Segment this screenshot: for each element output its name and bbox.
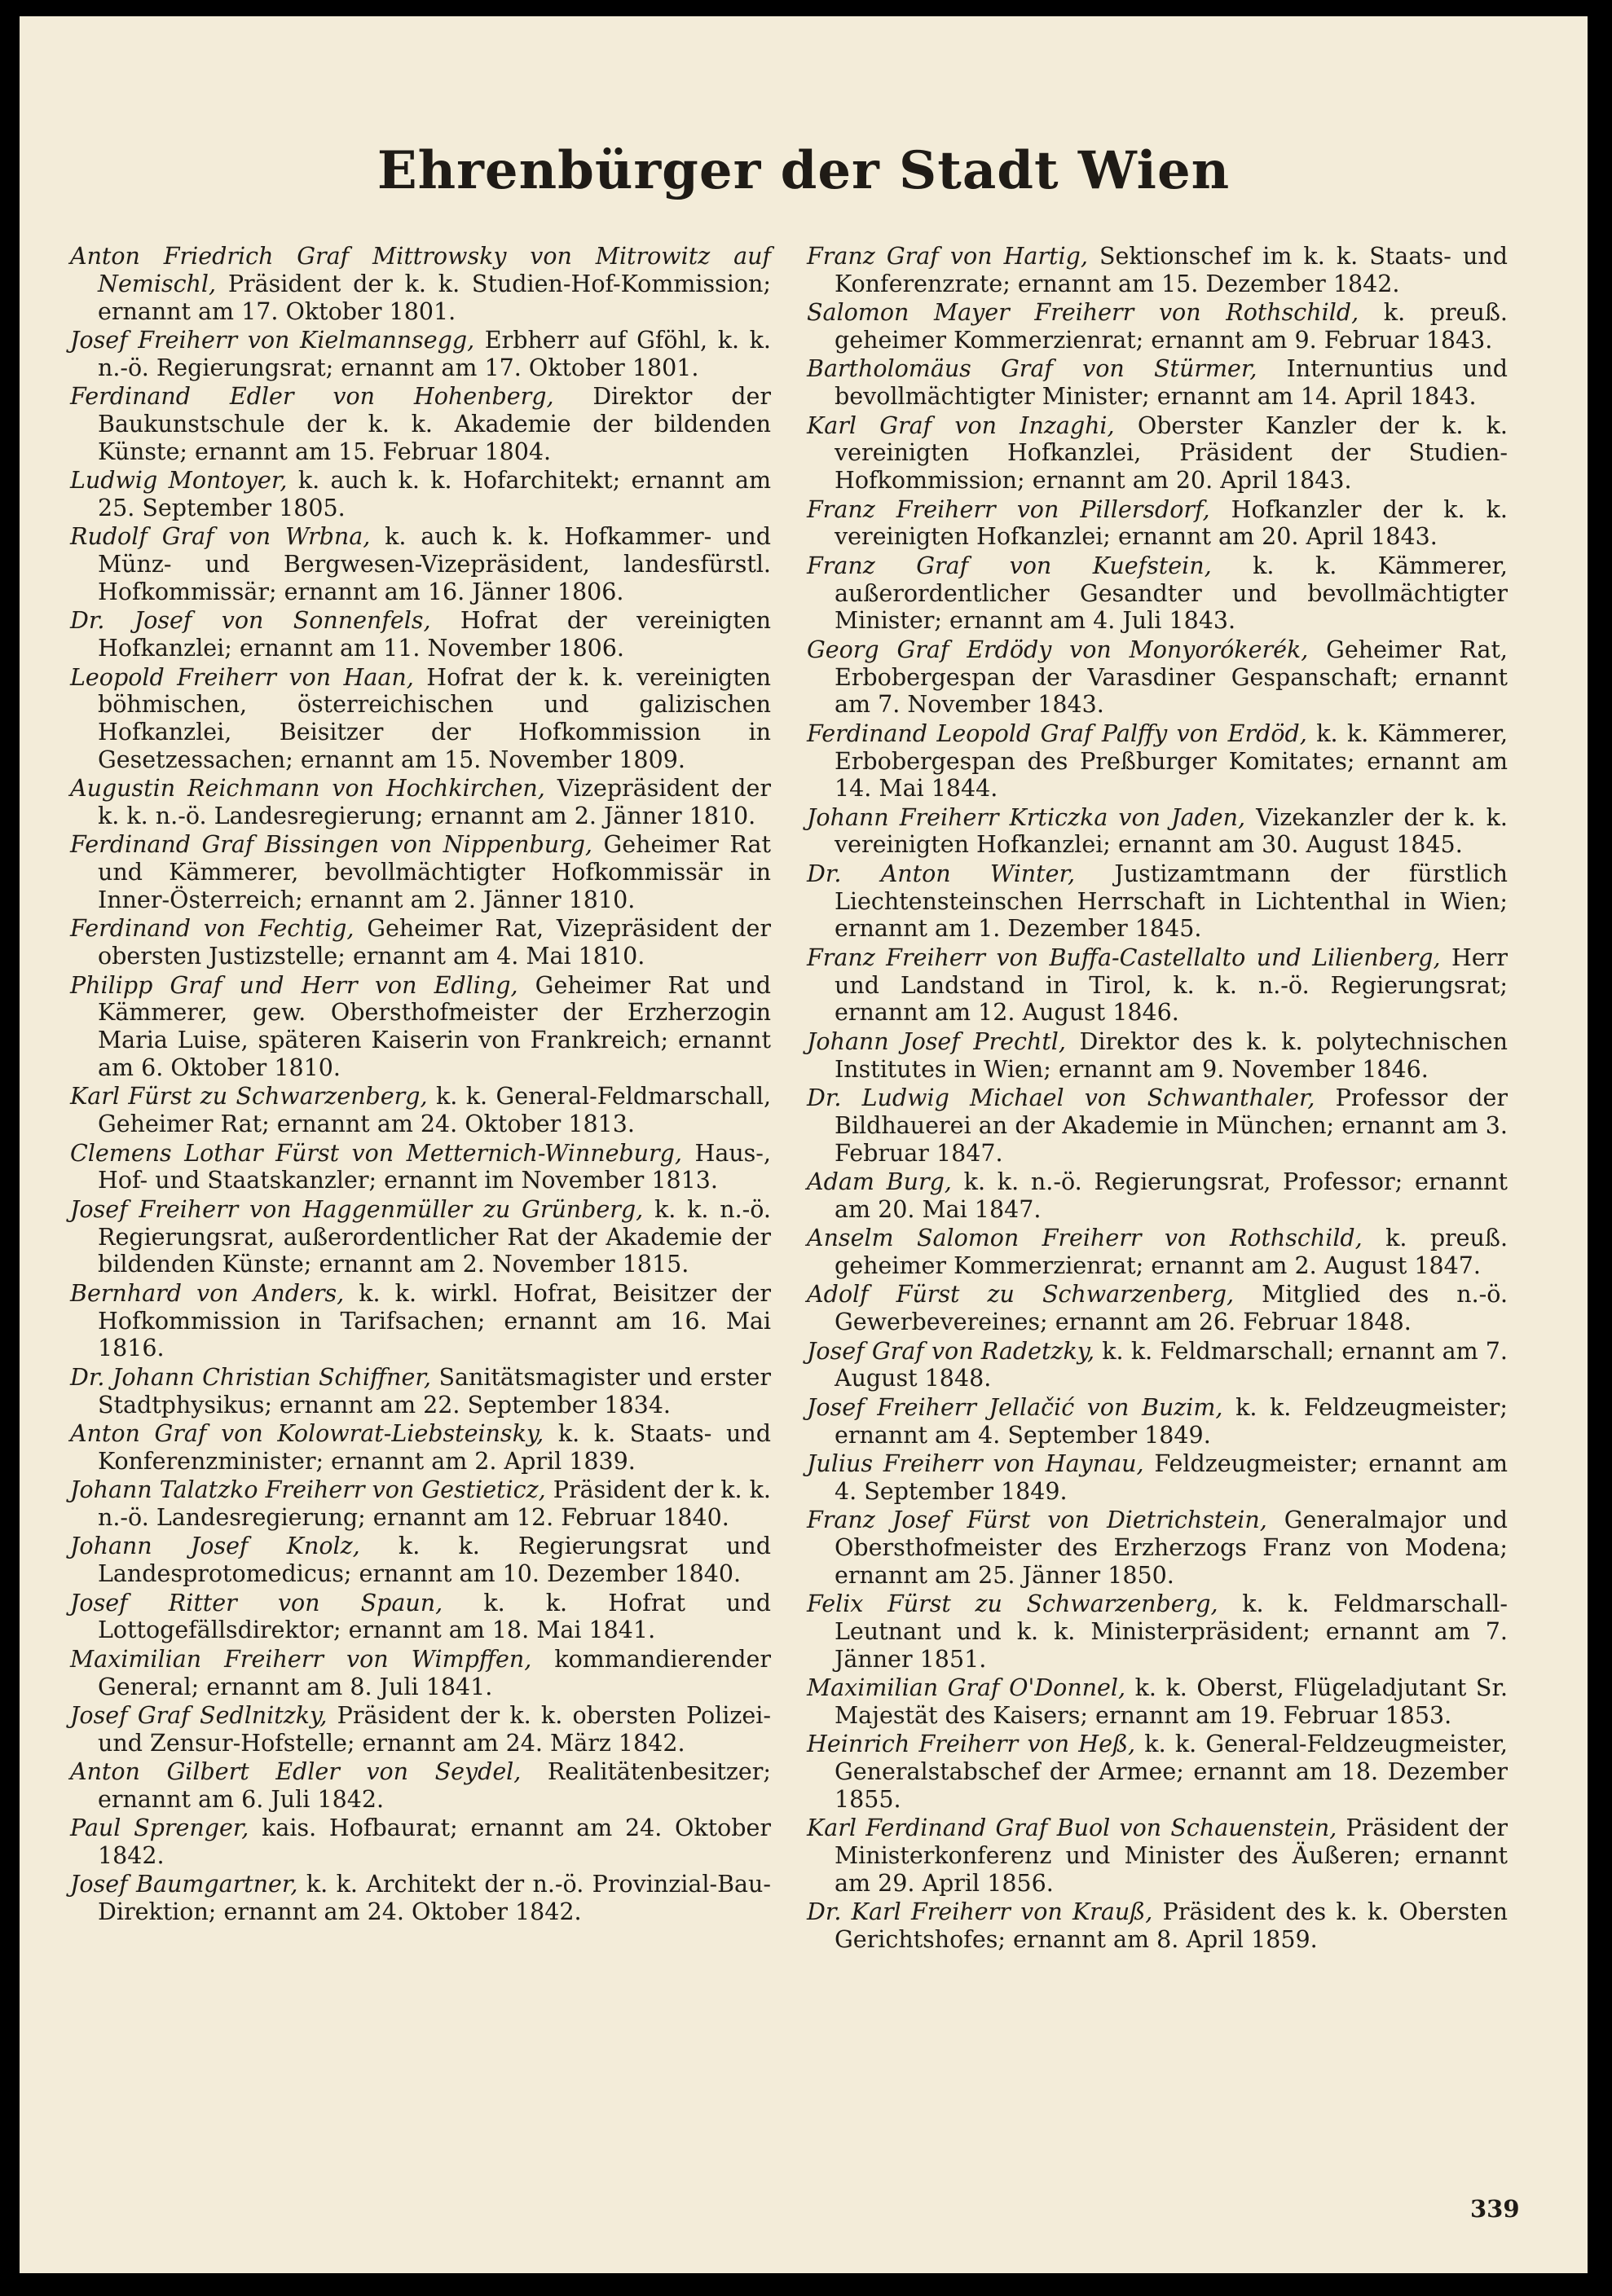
citizen-name: Josef Baumgartner,: [70, 1871, 298, 1898]
citizen-description: Präsident der k. k. Studien-Hof-Kommission; ernannt am 17. Oktober 1801.: [98, 270, 771, 325]
citizen-description: k. k. Kämmerer, außerordentlicher Gesandter und bevollmächtigter Minister; ernannt am 4. Juli 1843.: [835, 552, 1508, 635]
honorary-citizen-entry: [70, 467, 771, 522]
honorary-citizen-entry: [807, 720, 1508, 803]
citizen-name: Ferdinand von Fechtig,: [70, 915, 355, 943]
honorary-citizen-entry: [807, 804, 1508, 860]
honorary-citizen-entry: [807, 860, 1508, 943]
honorary-citizen-entry: [807, 1338, 1508, 1393]
citizen-description: k. auch k. k. Hofarchitekt; ernannt am 25. September 1805.: [98, 467, 771, 521]
citizen-name: Georg Graf Erdödy von Monyorókerék,: [807, 636, 1309, 663]
honorary-citizen-entry: [70, 972, 771, 1082]
citizen-description: Direktor der Baukunstschule der k. k. Akademie der bildenden Künste; ernannt am 15. Februar 1804.: [98, 383, 771, 465]
honorary-citizen-entry: [807, 1394, 1508, 1449]
honorary-citizen-entry: [807, 1590, 1508, 1673]
honorary-citizen-entry: [70, 1364, 771, 1419]
honorary-citizen-entry: [807, 299, 1508, 354]
honorary-citizen-entry: [807, 552, 1508, 635]
citizen-name: Dr. Johann Christian Schiffner,: [70, 1363, 431, 1391]
citizen-name: Clemens Lothar Fürst von Metternich-Winneburg,: [70, 1139, 682, 1167]
honorary-citizen-entry: [70, 1533, 771, 1588]
citizen-name: Franz Graf von Kuefstein,: [807, 552, 1212, 579]
citizen-description: k. k. General-Feldmarschall, Geheimer Rat; ernannt am 24. Oktober 1813.: [98, 1083, 772, 1138]
citizen-name: Franz Josef Fürst von Dietrichstein,: [807, 1506, 1267, 1534]
citizen-name: Ferdinand Leopold Graf Palffy von Erdöd,: [807, 719, 1307, 747]
citizen-name: Paul Sprenger,: [70, 1814, 249, 1842]
citizen-name: Maximilian Freiherr von Wimpffen,: [70, 1645, 532, 1673]
citizen-name: Johann Talatzko Freiherr von Gestieticz,: [70, 1476, 546, 1504]
citizen-name: Bartholomäus Graf von Stürmer,: [807, 355, 1257, 383]
citizen-name: Adolf Fürst zu Schwarzenberg,: [807, 1281, 1235, 1309]
citizen-description: k. k. wirkl. Hofrat, Beisitzer der Hofkommission in Tarifsachen; ernannt am 16. Mai 1816.: [98, 1279, 772, 1362]
citizen-name: Josef Graf von Radetzky,: [807, 1337, 1095, 1365]
citizen-description: kommandierender General; ernannt am 8. Juli 1841.: [98, 1645, 771, 1700]
citizen-description: Realitätenbesitzer; ernannt am 6. Juli 1842.: [98, 1758, 771, 1813]
citizen-description: k. preuß. geheimer Kommerzienrat; ernannt am 2. August 1847.: [835, 1225, 1508, 1279]
citizen-description: Geheimer Rat und Kämmerer, bevollmächtigter Hofkommissär in Inner-Österreich; ernannt am 2. Jänner 1810.: [98, 831, 771, 914]
honorary-citizen-entry: [807, 1281, 1508, 1336]
honorary-citizen-entry: [807, 1898, 1508, 1954]
honorary-citizen-entry: [70, 1702, 771, 1757]
citizen-description: Präsident der k. k. n.-ö. Landesregierung; ernannt am 12. Februar 1840.: [98, 1476, 771, 1531]
honorary-citizen-entry: [70, 1280, 771, 1362]
honorary-citizen-entry: [807, 1506, 1508, 1589]
citizen-description: Hofrat der vereinigten Hofkanzlei; ernannt am 11. November 1806.: [98, 607, 771, 662]
citizen-name: Josef Graf Sedlnitzky,: [70, 1701, 328, 1729]
citizen-description: Präsident der k. k. obersten Polizei- und Zensur-Hofstelle; ernannt am 24. März 1842.: [98, 1701, 771, 1757]
citizen-description: k. k. Regierungsrat und Landesprotomedicus; ernannt am 10. Dezember 1840.: [98, 1533, 771, 1588]
citizen-description: Hofkanzler der k. k. vereinigten Hofkanzlei; ernannt am 20. April 1843.: [835, 495, 1508, 551]
citizen-description: Geheimer Rat, Vizepräsident der obersten Justizstelle; ernannt am 4. Mai 1810.: [98, 915, 771, 970]
honorary-citizen-entry: [807, 944, 1508, 1027]
honorary-citizen-entry: [70, 1758, 771, 1814]
citizen-description: Präsident der Ministerkonferenz und Minister des Äußeren; ernannt am 29. April 1856.: [835, 1814, 1508, 1897]
honorary-citizen-entry: [70, 1646, 771, 1701]
citizen-description: k. k. Oberst, Flügeladjutant Sr. Majestät des Kaisers; ernannt am 19. Februar 1853.: [835, 1674, 1508, 1729]
citizen-name: Johann Josef Prechtl,: [807, 1027, 1066, 1055]
citizen-description: Justizamtmann der fürstlich Liechtensteinschen Herrschaft in Lichtenthal in Wien; ernannt am 1. Dezember 1845.: [835, 860, 1508, 943]
citizen-description: Erbherr auf Gföhl, k. k. n.-ö. Regierungsrat; ernannt am 17. Oktober 1801.: [98, 326, 771, 381]
honorary-citizen-entry: [807, 1168, 1508, 1224]
citizen-description: Professor der Bildhauerei an der Akademie in München; ernannt am 3. Februar 1847.: [835, 1084, 1508, 1167]
citizen-name: Leopold Freiherr von Haan,: [70, 663, 414, 691]
citizen-name: Dr. Karl Freiherr von Krauß,: [807, 1898, 1153, 1926]
honorary-citizen-entry: [807, 243, 1508, 298]
citizen-description: k. k. Kämmerer, Erbobergespan des Preßburger Komitates; ernannt am 14. Mai 1844.: [835, 719, 1508, 803]
citizen-description: k. k. n.-ö. Regierungsrat, außerordentlicher Rat der Akademie der bildenden Künste; ernannt am 2. November 1815.: [98, 1195, 771, 1278]
honorary-citizen-entry: [70, 831, 771, 913]
honorary-citizen-entry: [807, 1084, 1508, 1167]
citizen-name: Karl Graf von Inzaghi,: [807, 411, 1115, 439]
honorary-citizen-entry: [807, 1028, 1508, 1084]
citizen-description: Oberster Kanzler der k. k. vereinigten Hofkanzlei, Präsident der Studien-Hofkommission; ernannt am 20. April 1843.: [835, 411, 1508, 495]
citizen-name: Josef Freiherr Jellačić von Buzim,: [807, 1393, 1223, 1421]
citizen-description: k. k. n.-ö. Regierungsrat, Professor; ernannt am 20. Mai 1847.: [835, 1168, 1508, 1223]
citizen-description: k. k. Feldmarschall-Leutnant und k. k. Ministerpräsident; ernannt am 7. Jänner 1851.: [835, 1590, 1508, 1673]
citizen-description: Vizekanzler der k. k. vereinigten Hofkanzlei; ernannt am 30. August 1845.: [835, 803, 1508, 859]
citizen-description: Mitglied des n.-ö. Gewerbevereines; ernannt am 26. Februar 1848.: [835, 1281, 1508, 1336]
honorary-citizen-entry: [807, 412, 1508, 495]
citizen-description: k. k. Feldmarschall; ernannt am 7. August 1848.: [835, 1337, 1508, 1392]
honorary-citizen-entry: [807, 1450, 1508, 1506]
left-column: [70, 243, 771, 1928]
honorary-citizen-entry: [807, 1814, 1508, 1897]
citizen-name: Dr. Ludwig Michael von Schwanthaler,: [807, 1084, 1315, 1112]
honorary-citizen-entry: [807, 1731, 1508, 1813]
citizen-description: Hofrat der k. k. vereinigten böhmischen, österreichischen und galizischen Hofkanzlei, Beisitzer der Hofkommission in Gesetzessachen; ernannt am 15. November 1809.: [98, 663, 772, 773]
citizen-name: Karl Fürst zu Schwarzenberg,: [70, 1083, 428, 1111]
page-number: 339: [1470, 2195, 1520, 2223]
citizen-name: Franz Graf von Hartig,: [807, 243, 1088, 270]
citizen-name: Felix Fürst zu Schwarzenberg,: [807, 1590, 1218, 1618]
honorary-citizen-entry: [70, 327, 771, 382]
citizen-name: Josef Freiherr von Kielmannsegg,: [70, 326, 475, 354]
citizen-name: Johann Freiherr Krticzka von Jaden,: [807, 803, 1246, 831]
citizen-name: Heinrich Freiherr von Heß,: [807, 1731, 1136, 1758]
citizen-name: Anselm Salomon Freiherr von Rothschild,: [807, 1225, 1363, 1252]
citizen-description: k. k. Feldzeugmeister; ernannt am 4. September 1849.: [835, 1393, 1508, 1449]
honorary-citizen-entry: [70, 1420, 771, 1476]
citizen-name: Dr. Josef von Sonnenfels,: [70, 607, 431, 635]
citizen-name: Bernhard von Anders,: [70, 1279, 345, 1307]
citizen-name: Franz Freiherr von Buffa-Castellalto und Lilienberg,: [807, 943, 1441, 971]
citizen-name: Ferdinand Edler von Hohenberg,: [70, 383, 554, 411]
honorary-citizen-entry: [70, 775, 771, 830]
honorary-citizen-entry: [807, 496, 1508, 552]
citizen-name: Johann Josef Knolz,: [70, 1533, 360, 1560]
citizen-description: k. k. Architekt der n.-ö. Provinzial-Bau-Direktion; ernannt am 24. Oktober 1842.: [98, 1871, 771, 1926]
citizen-description: k. k. Hofrat und Lottogefällsdirektor; ernannt am 18. Mai 1841.: [98, 1589, 771, 1644]
honorary-citizen-entry: [807, 355, 1508, 411]
citizen-description: Sektionschef im k. k. Staats- und Konferenzrate; ernannt am 15. Dezember 1842.: [835, 243, 1508, 297]
citizen-name: Maximilian Graf O'Donnel,: [807, 1674, 1126, 1702]
honorary-citizen-entry: [70, 243, 771, 325]
honorary-citizen-entry: [70, 1140, 771, 1195]
citizen-description: k. preuß. geheimer Kommerzienrat; ernannt am 9. Februar 1843.: [835, 299, 1508, 354]
honorary-citizen-entry: [807, 636, 1508, 719]
citizen-name: Philipp Graf und Herr von Edling,: [70, 971, 518, 999]
honorary-citizen-entry: [70, 1083, 771, 1138]
citizen-description: Geheimer Rat, Erbobergespan der Varasdiner Gespanschaft; ernannt am 7. November 1843.: [835, 636, 1508, 719]
right-column: [807, 243, 1508, 1955]
honorary-citizen-entry: [70, 383, 771, 465]
citizen-name: Anton Friedrich Graf Mittrowsky von Mitrowitz auf Nemischl,: [70, 243, 771, 297]
citizen-name: Anton Graf von Kolowrat-Liebsteinsky,: [70, 1419, 544, 1447]
citizen-description: Herr und Landstand in Tirol, k. k. n.-ö. Regierungsrat; ernannt am 12. August 1846.: [835, 943, 1508, 1027]
citizen-description: Haus-, Hof- und Staatskanzler; ernannt im November 1813.: [98, 1139, 771, 1194]
citizen-name: Anton Gilbert Edler von Seydel,: [70, 1758, 522, 1786]
citizen-description: Präsident des k. k. Obersten Gerichtshofes; ernannt am 8. April 1859.: [835, 1898, 1508, 1954]
citizen-name: Augustin Reichmann von Hochkirchen,: [70, 775, 545, 803]
citizen-name: Ferdinand Graf Bissingen von Nippenburg,: [70, 831, 592, 859]
citizen-description: kais. Hofbaurat; ernannt am 24. Oktober 1842.: [98, 1814, 771, 1870]
honorary-citizen-entry: [807, 1674, 1508, 1730]
citizen-description: Geheimer Rat und Kämmerer, gew. Obersthofmeister der Erzherzogin Maria Luise, späteren Kaiserin von Frankreich; ernannt am 6. Oktober 1810.: [98, 971, 771, 1082]
honorary-citizen-entry: [70, 523, 771, 605]
citizen-name: Karl Ferdinand Graf Buol von Schauenstein,: [807, 1814, 1337, 1842]
honorary-citizen-entry: [70, 1196, 771, 1278]
citizen-name: Adam Burg,: [807, 1168, 952, 1196]
honorary-citizen-entry: [70, 1814, 771, 1870]
citizen-name: Josef Ritter von Spaun,: [70, 1589, 443, 1616]
citizen-name: Julius Freiherr von Haynau,: [807, 1449, 1144, 1477]
document-page: [20, 16, 1588, 2273]
honorary-citizen-entry: [807, 1225, 1508, 1280]
citizen-description: Feldzeugmeister; ernannt am 4. September 1849.: [835, 1449, 1508, 1505]
citizen-name: Dr. Anton Winter,: [807, 860, 1076, 887]
citizen-description: Internuntius und bevollmächtigter Minister; ernannt am 14. April 1843.: [835, 355, 1508, 411]
citizen-description: Sanitätsmagister und erster Stadtphysikus; ernannt am 22. September 1834.: [98, 1363, 771, 1419]
honorary-citizen-entry: [70, 607, 771, 662]
citizen-description: k. auch k. k. Hofkammer- und Münz- und Bergwesen-Vizepräsident, landesfürstl. Hofkommissär; ernannt am 16. Jänner 1806.: [98, 523, 772, 605]
citizen-description: Generalmajor und Obersthofmeister des Erzherzogs Franz von Modena; ernannt am 25. Jänner 1850.: [835, 1506, 1508, 1589]
honorary-citizen-entry: [70, 1871, 771, 1926]
honorary-citizen-entry: [70, 1476, 771, 1532]
citizen-name: Rudolf Graf von Wrbna,: [70, 523, 371, 551]
citizen-description: Vizepräsident der k. k. n.-ö. Landesregierung; ernannt am 2. Jänner 1810.: [98, 775, 772, 830]
honorary-citizen-entry: [70, 664, 771, 774]
page-title: Ehrenbürger der Stadt Wien: [377, 140, 1231, 201]
citizen-name: Ludwig Montoyer,: [70, 467, 288, 495]
citizen-description: k. k. General-Feldzeugmeister, Generalstabschef der Armee; ernannt am 18. Dezember 1855.: [835, 1731, 1508, 1813]
citizen-name: Josef Freiherr von Haggenmüller zu Grünberg,: [70, 1195, 644, 1223]
honorary-citizen-entry: [70, 915, 771, 970]
citizen-name: Franz Freiherr von Pillersdorf,: [807, 495, 1210, 523]
honorary-citizen-entry: [70, 1590, 771, 1645]
citizen-description: Direktor des k. k. polytechnischen Institutes in Wien; ernannt am 9. November 1846.: [835, 1027, 1508, 1083]
citizen-name: Salomon Mayer Freiherr von Rothschild,: [807, 299, 1359, 327]
citizen-description: k. k. Staats- und Konferenzminister; ernannt am 2. April 1839.: [98, 1419, 771, 1475]
